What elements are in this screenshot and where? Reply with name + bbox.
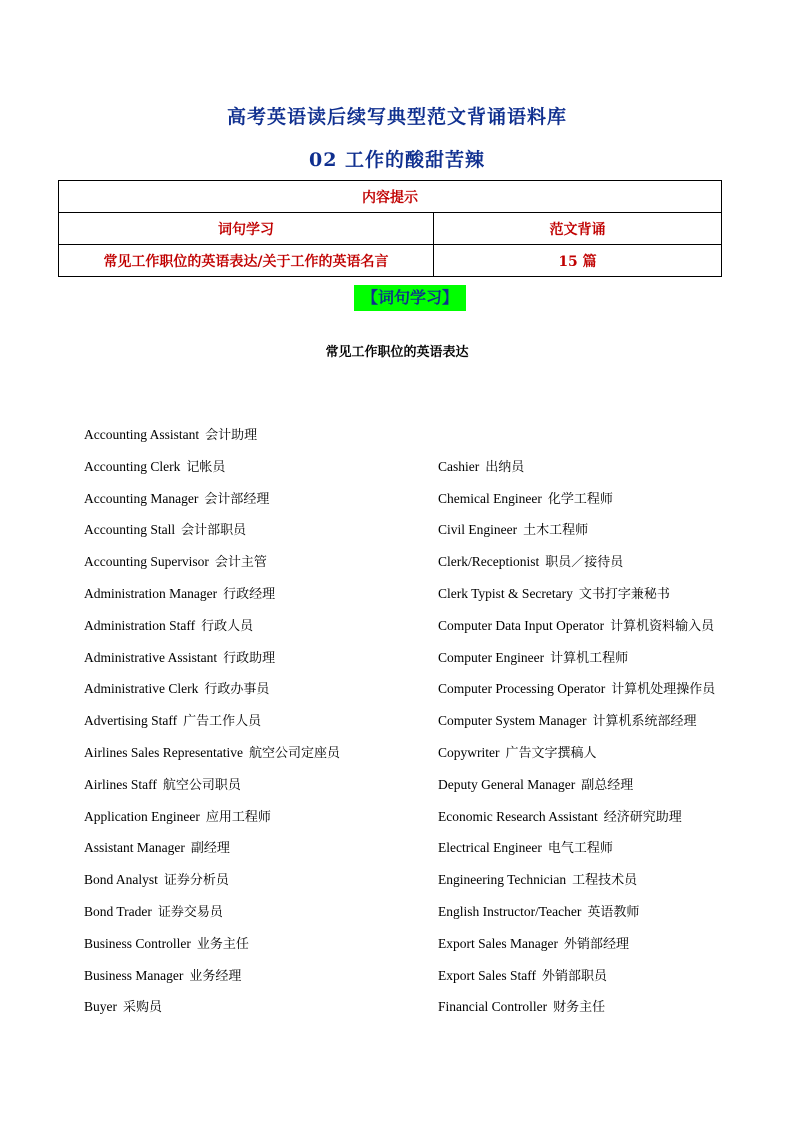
list-item: [438, 647, 768, 679]
job-title-zh: 财务主任: [553, 1000, 606, 1016]
section-title: 常见工作职位的英语表达: [325, 345, 469, 360]
job-title-zh: 电气工程师: [547, 841, 613, 857]
summary-heading: 内容提示: [59, 181, 722, 213]
job-title-en: Computer System Manager: [438, 713, 587, 729]
job-title-zh: 广告工作人员: [183, 714, 262, 730]
list-item: [438, 456, 768, 488]
left-job-list: [84, 424, 424, 1028]
list-item: [84, 647, 424, 679]
job-title-zh: 应用工程师: [205, 809, 271, 825]
job-title-en: Computer Data Input Operator: [438, 617, 605, 633]
job-title-en: Electrical Engineer: [438, 840, 542, 856]
job-title-en: Cashier: [438, 458, 480, 474]
job-title-en: Administrative Clerk: [84, 681, 199, 697]
job-title-en: Accounting Supervisor: [84, 554, 209, 570]
job-title-en: Application Engineer: [84, 808, 200, 824]
job-title-zh: 计算机工程师: [550, 650, 629, 666]
list-item: [84, 806, 424, 838]
job-title-en: Copywriter: [438, 744, 500, 760]
list-item: [84, 837, 424, 869]
list-item: [84, 901, 424, 933]
job-title-en: Buyer: [84, 999, 117, 1015]
list-item: [84, 456, 424, 488]
list-item: [438, 837, 768, 869]
job-title-en: Assistant Manager: [84, 840, 185, 856]
job-title-zh: 外销部职员: [542, 968, 608, 984]
list-item: [84, 965, 424, 997]
list-item: [438, 615, 768, 647]
summary-col1-header: 词句学习: [59, 213, 434, 245]
summary-table: [58, 180, 722, 277]
job-title-zh: 行政人员: [201, 618, 254, 634]
job-title-en: Airlines Sales Representative: [84, 744, 243, 760]
job-title-en: Business Controller: [84, 935, 191, 951]
job-title-zh: 采购员: [123, 1000, 163, 1016]
list-item: [84, 551, 424, 583]
list-item: [84, 615, 424, 647]
job-title-zh: 航空公司定座员: [248, 745, 340, 761]
list-item: [438, 901, 768, 933]
list-item: [84, 488, 424, 520]
job-title-zh: 外销部经理: [563, 936, 629, 952]
job-title-zh: 业务经理: [189, 968, 242, 984]
job-title-zh: 土木工程师: [523, 523, 589, 539]
job-title-zh: 计算机系统部经理: [592, 714, 697, 730]
job-title-zh: 计算机处理操作员: [611, 682, 716, 698]
job-title-en: Computer Processing Operator: [438, 681, 606, 697]
job-title-en: Computer Engineer: [438, 649, 545, 665]
list-item: [84, 583, 424, 615]
list-item: [438, 965, 768, 997]
job-title-en: Engineering Technician: [438, 872, 567, 888]
list-item: [84, 742, 424, 774]
list-item: [84, 774, 424, 806]
job-title-zh: 副总经理: [581, 777, 634, 793]
job-title-zh: 广告文字撰稿人: [505, 745, 597, 761]
job-title-zh: 证券交易员: [157, 904, 223, 920]
list-spacer: [438, 424, 768, 456]
document-subtitle: 02 工作的酸甜苦辣: [308, 149, 486, 171]
job-title-zh: 文书打字兼秘书: [578, 586, 670, 602]
summary-col2-header: 范文背诵: [434, 213, 722, 245]
job-title-zh: 会计助理: [205, 428, 258, 443]
job-title-zh: 英语教师: [587, 904, 640, 920]
job-title-zh: 会计部经理: [204, 491, 270, 507]
job-title-en: Advertising Staff: [84, 713, 178, 729]
job-title-zh: 记帐员: [186, 459, 226, 475]
list-item: [438, 996, 768, 1028]
list-item: [84, 678, 424, 710]
job-title-zh: 业务主任: [196, 936, 249, 952]
job-title-en: Administrative Assistant: [84, 649, 218, 665]
list-item: [84, 424, 424, 456]
list-item: [438, 710, 768, 742]
list-item: [438, 678, 768, 710]
job-title-zh: 工程技术员: [572, 873, 638, 889]
job-title-en: Export Sales Staff: [438, 967, 536, 983]
job-title-en: Civil Engineer: [438, 522, 518, 538]
section-badge: 【词句学习】: [354, 285, 466, 311]
summary-col1-value: 常见工作职位的英语表达/关于工作的英语名言: [59, 245, 434, 277]
job-title-en: Accounting Manager: [84, 490, 199, 506]
job-title-en: English Instructor/Teacher: [438, 903, 582, 919]
list-item: [438, 583, 768, 615]
list-item: [84, 710, 424, 742]
document-title: 高考英语读后续写典型范文背诵语料库: [226, 106, 567, 128]
job-title-zh: 副经理: [190, 841, 230, 857]
list-item: [438, 774, 768, 806]
job-title-zh: 行政办事员: [204, 682, 270, 698]
job-title-zh: 行政助理: [223, 650, 276, 666]
job-title-en: Bond Analyst: [84, 872, 158, 888]
job-title-zh: 职员／接待员: [545, 555, 624, 571]
job-title-zh: 出纳员: [485, 459, 525, 475]
list-item: [438, 488, 768, 520]
job-title-en: Financial Controller: [438, 999, 548, 1015]
summary-col2-value: 15 篇: [434, 245, 722, 277]
job-title-en: Clerk/Receptionist: [438, 554, 540, 570]
job-title-en: Export Sales Manager: [438, 935, 558, 951]
job-title-en: Deputy General Manager: [438, 776, 576, 792]
job-title-en: Chemical Engineer: [438, 490, 542, 506]
job-title-zh: 化学工程师: [547, 491, 613, 507]
job-title-en: Business Manager: [84, 967, 184, 983]
job-title-en: Accounting Clerk: [84, 458, 181, 474]
right-job-list: [438, 424, 768, 1028]
job-title-en: Clerk Typist & Secretary: [438, 585, 573, 601]
job-title-zh: 经济研究助理: [603, 809, 682, 825]
list-item: [84, 519, 424, 551]
list-item: [438, 742, 768, 774]
job-title-en: Airlines Staff: [84, 776, 157, 792]
list-item: [84, 869, 424, 901]
list-item: [438, 933, 768, 965]
job-title-en: Administration Manager: [84, 585, 218, 601]
job-title-zh: 证券分析员: [163, 873, 229, 889]
job-title-zh: 行政经理: [223, 586, 276, 602]
job-title-zh: 计算机资料输入员: [610, 618, 715, 634]
list-item: [438, 869, 768, 901]
job-title-en: Economic Research Assistant: [438, 808, 598, 824]
job-title-en: Bond Trader: [84, 903, 152, 919]
job-title-zh: 会计主管: [214, 555, 267, 571]
job-title-zh: 会计部职员: [181, 523, 247, 539]
list-item: [84, 933, 424, 965]
job-title-en: Accounting Assistant: [84, 427, 200, 442]
list-item: [438, 551, 768, 583]
list-item: [438, 806, 768, 838]
job-title-en: Accounting Stall: [84, 522, 176, 538]
list-item: [84, 996, 424, 1028]
list-item: [438, 519, 768, 551]
job-title-en: Administration Staff: [84, 617, 196, 633]
job-title-zh: 航空公司职员: [162, 777, 241, 793]
